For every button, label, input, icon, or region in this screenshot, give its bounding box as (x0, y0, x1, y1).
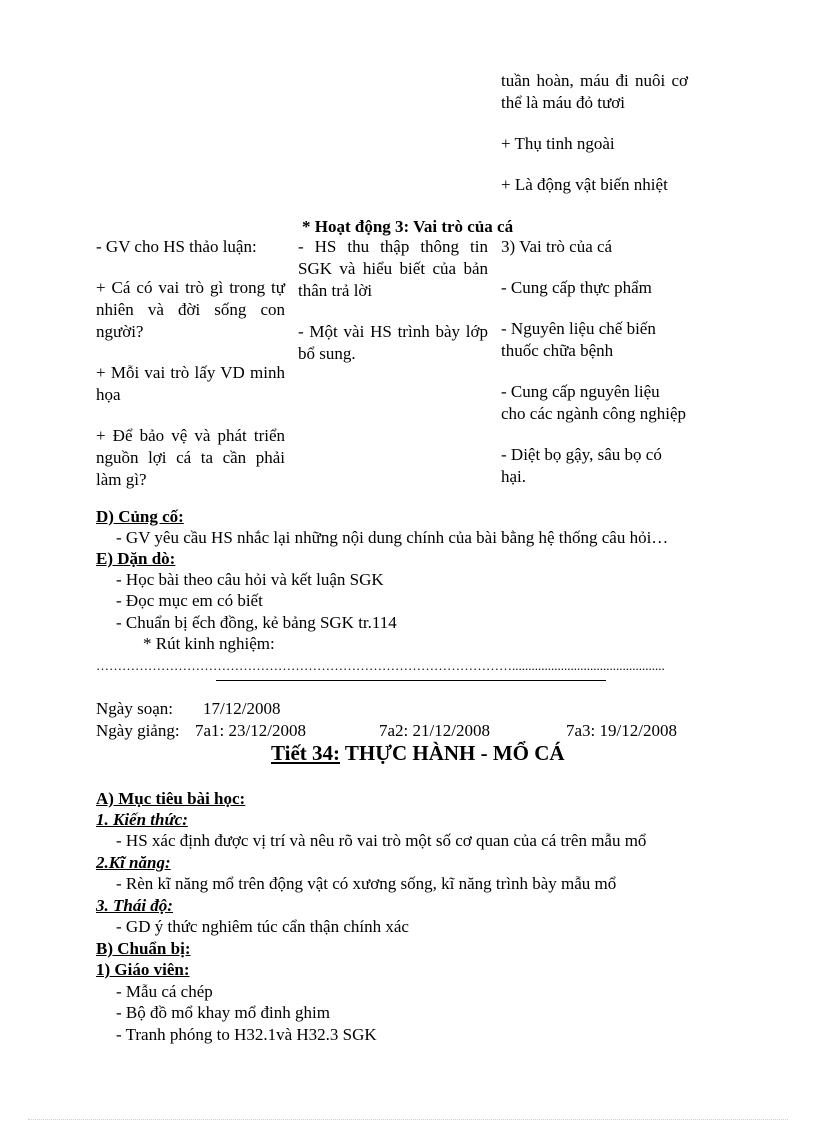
experience-dots: ……………………………………………………………………………………............................................... (96, 658, 665, 673)
homework-item: - Học bài theo câu hỏi và kết luận SGK (116, 570, 384, 589)
attitude-heading: 3. Thái độ: (96, 896, 173, 915)
knowledge-line: - HS xác định được vị trí và nêu rõ vai trò một số cơ quan của cá trên mẫu mổ (116, 831, 647, 850)
prev-table-col3 (501, 70, 688, 196)
consolidation-heading: D) Củng cố: (96, 507, 184, 526)
lesson-title (271, 742, 565, 764)
prep-date-label: Ngày soạn: (96, 699, 173, 718)
lesson-title-text: THỰC HÀNH - MỔ CÁ (340, 741, 565, 765)
teacher-line: + Cá có vai trò gì trong tự nhiên và đời sống con người? (96, 278, 285, 341)
content-line: 3) Vai trò của cá (501, 237, 613, 256)
prep-date: 17/12/2008 (203, 699, 281, 718)
teach-date-7a1: 7a1: 23/12/2008 (195, 721, 306, 740)
preparation-heading: B) Chuẩn bị: (96, 939, 191, 958)
prep-item: - Bộ đồ mổ khay mổ đinh ghim (116, 1003, 330, 1022)
teacher-line: - GV cho HS thảo luận: (96, 237, 257, 256)
content-line: - Cung cấp thực phẩm (501, 278, 652, 297)
student-line: - HS thu thập thông tin SGK và hiểu biết của bản thân trả lời (298, 237, 488, 300)
activity3-content-col (501, 236, 688, 507)
consolidation-line: - GV yêu cầu HS nhắc lại những nội dung chính của bài bằng hệ thống câu hỏi… (116, 528, 669, 547)
separator-line (216, 680, 606, 681)
homework-item: - Chuẩn bị ếch đồng, kẻ bảng SGK tr.114 (116, 613, 397, 632)
page-bottom-border (28, 1119, 788, 1120)
teacher-line: + Mỗi vai trò lấy VD minh họa (96, 363, 285, 404)
content-line: - Diệt bọ gậy, sâu bọ có hại. (501, 445, 662, 486)
homework-item: - Đọc mục em có biết (116, 591, 263, 610)
prev-col3-line: + Thụ tinh ngoài (501, 134, 615, 153)
prev-col3-line: tuần hoàn, máu đi nuôi cơ thể là máu đỏ tươi (501, 71, 688, 112)
teach-date-7a3: 7a3: 19/12/2008 (566, 721, 677, 740)
skills-heading: 2.Kĩ năng: (96, 853, 171, 872)
knowledge-heading: 1. Kiến thức: (96, 810, 188, 829)
objectives-heading: A) Mục tiêu bài học: (96, 789, 246, 808)
experience-label: * Rút kinh nghiệm: (143, 634, 275, 653)
teacher-line: + Để bảo vệ và phát triển nguồn lợi cá ta cần phải làm gì? (96, 426, 285, 489)
prep-item: - Tranh phóng to H32.1và H32.3 SGK (116, 1025, 377, 1044)
activity3-student-col (298, 236, 488, 384)
skills-line: - Rèn kĩ năng mổ trên động vật có xương sống, kĩ năng trình bày mẫu mổ (116, 874, 617, 893)
activity3-heading: * Hoạt động 3: Vai trò của cá (302, 217, 514, 236)
activity3-teacher-col (96, 236, 285, 510)
lesson-title-prefix: Tiết 34: (271, 741, 341, 765)
prep-item: - Mẫu cá chép (116, 982, 213, 1001)
content-line: - Cung cấp nguyên liệu cho các ngành công nghiệp (501, 382, 687, 423)
content-line: - Nguyên liệu chế biến thuốc chữa bệnh (501, 319, 656, 360)
teach-date-7a2: 7a2: 21/12/2008 (379, 721, 490, 740)
teach-date-label: Ngày giảng: (96, 721, 180, 740)
homework-heading: E) Dặn dò: (96, 549, 176, 568)
student-line: - Một vài HS trình bày lớp bổ sung. (298, 322, 488, 363)
prev-col3-line: + Là động vật biến nhiệt (501, 175, 668, 194)
attitude-line: - GD ý thức nghiêm túc cẩn thận chính xác (116, 917, 409, 936)
teacher-prep-heading: 1) Giáo viên: (96, 960, 190, 979)
